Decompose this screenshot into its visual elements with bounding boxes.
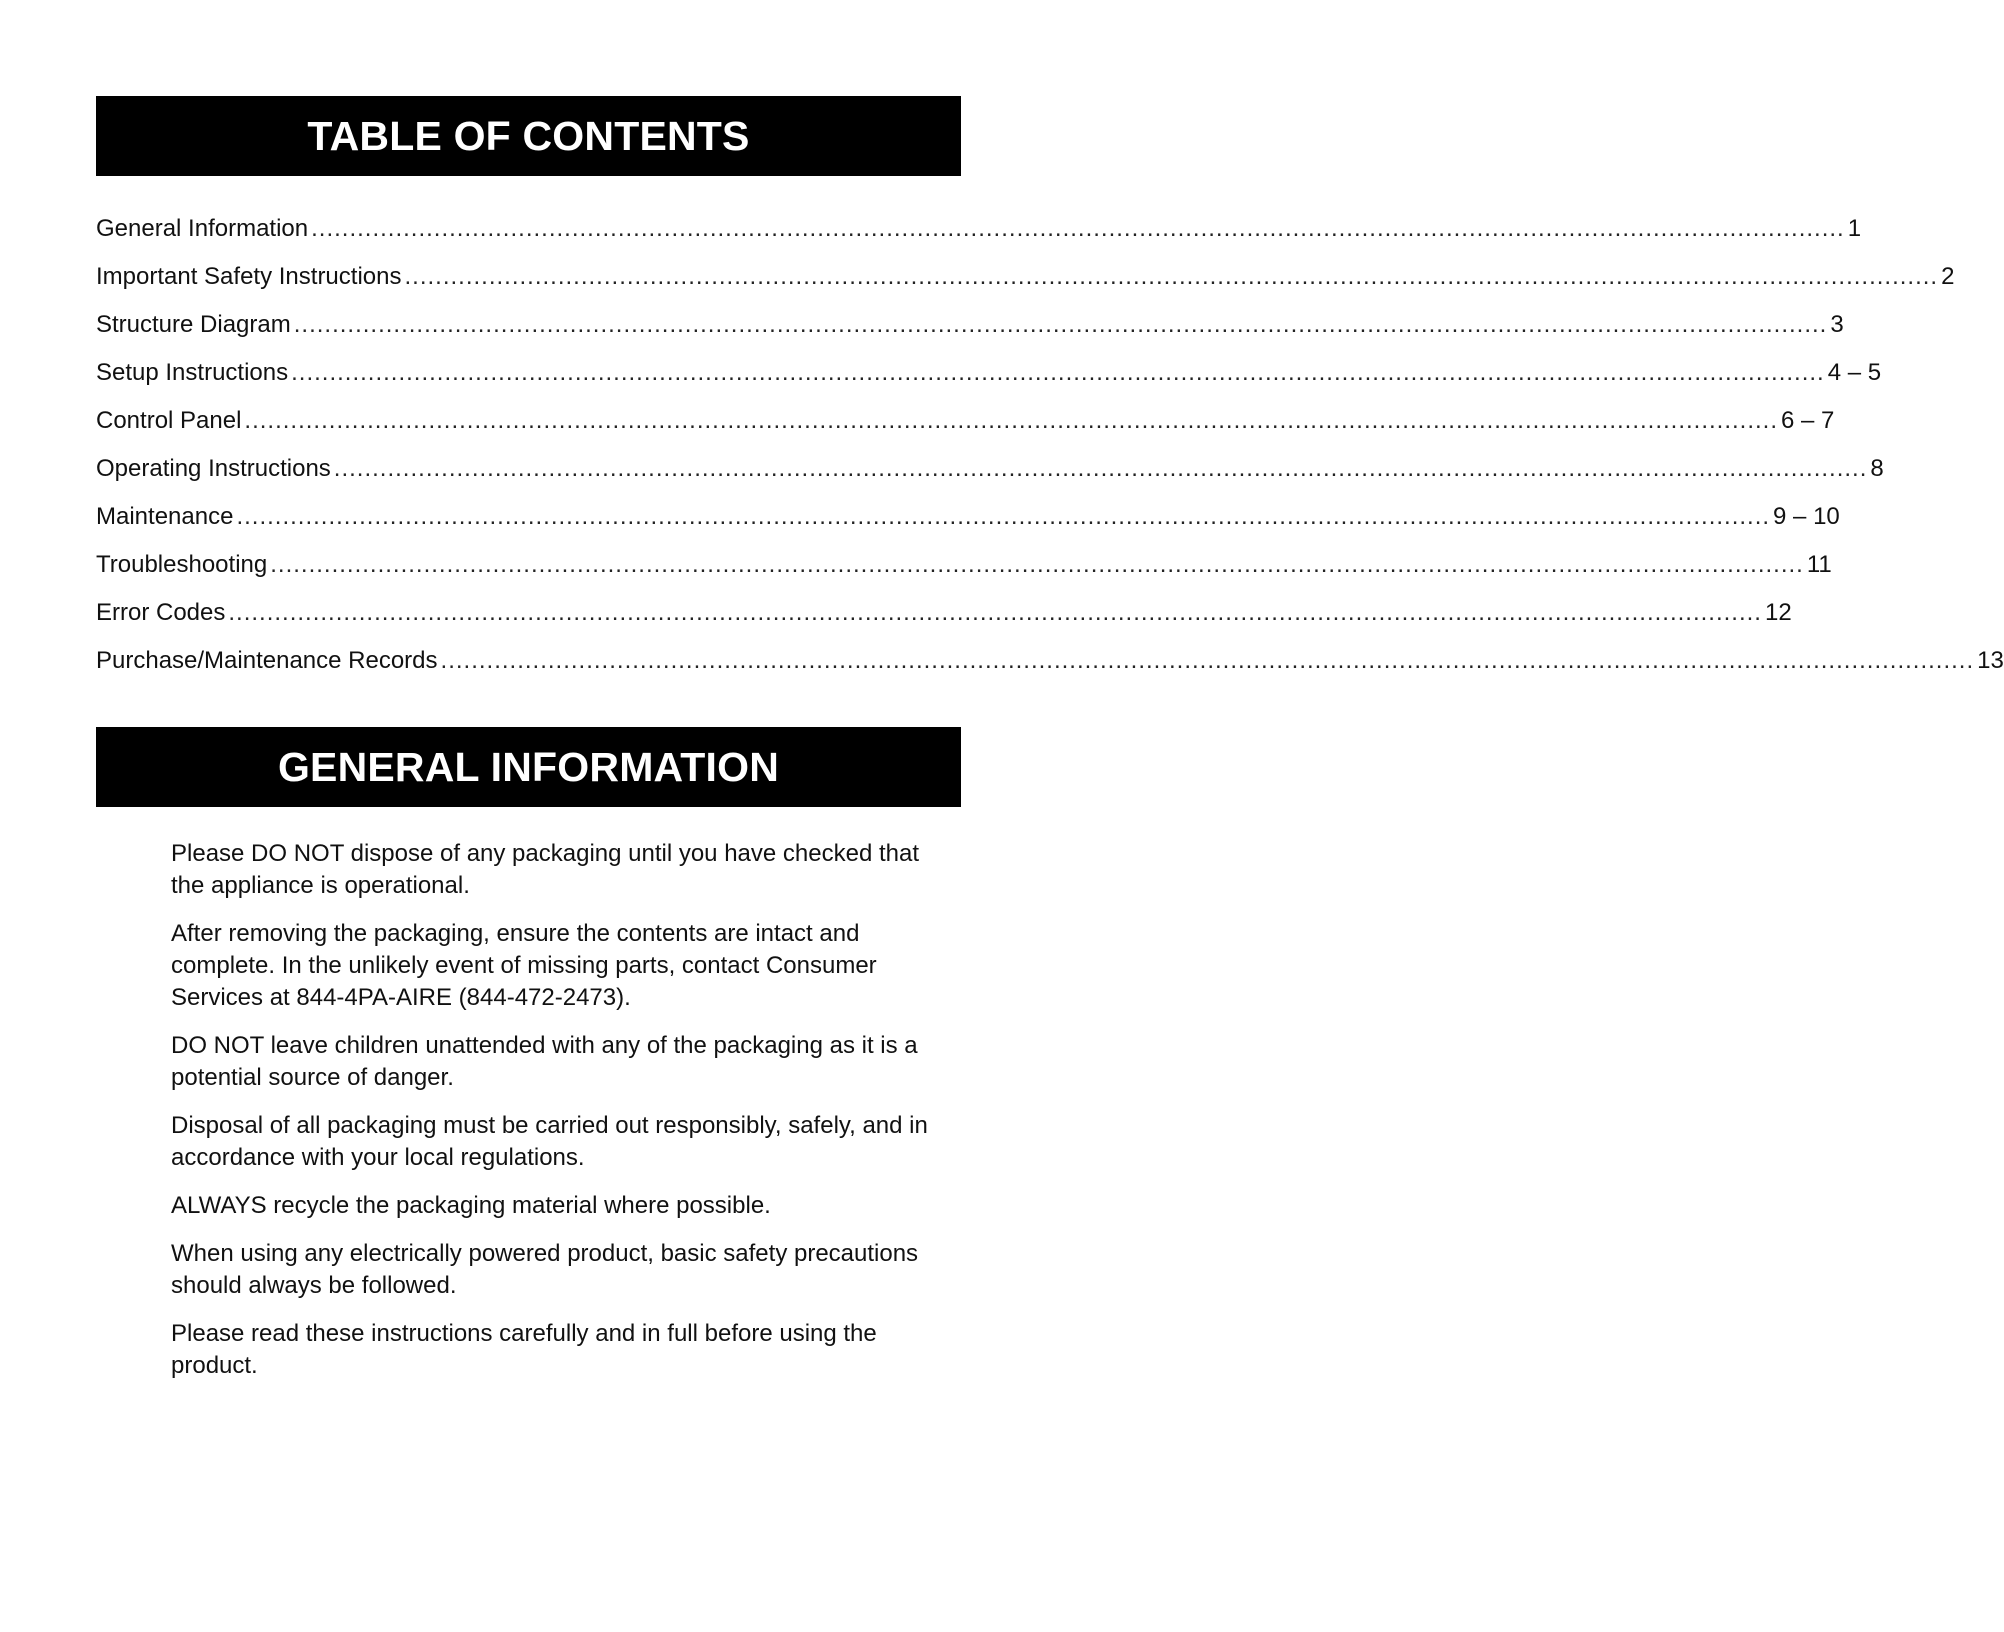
- toc-entry-title: General Information: [96, 215, 309, 242]
- dot-leader: ........................................................................................................................................................................................................: [291, 359, 1825, 386]
- toc-entry-operating-instructions[interactable]: [96, 445, 1884, 493]
- dot-leader: ........................................................................................................................................................................................................: [440, 647, 1975, 674]
- toc-entry-general-information[interactable]: [96, 205, 1862, 253]
- toc-entry-purchase-maintenance-records[interactable]: [96, 637, 2004, 685]
- general-information-body: [171, 838, 931, 1398]
- toc-entry-title: Important Safety Instructions: [96, 263, 402, 290]
- toc-entry-page: 8: [1870, 455, 1884, 482]
- dot-leader: ........................................................................................................................................................................................................: [311, 215, 1845, 242]
- paragraph: ALWAYS recycle the packaging material where possible.: [171, 1192, 771, 1219]
- toc-entry-page: 2: [1941, 263, 1955, 290]
- dot-leader: ........................................................................................................................................................................................................: [236, 503, 1771, 530]
- toc-entry-important-safety-instructions[interactable]: [96, 253, 1955, 301]
- dot-leader: ........................................................................................................................................................................................................: [333, 455, 1868, 482]
- toc-entry-title: Maintenance: [96, 503, 234, 530]
- paragraph: Please read these instructions carefully and in full before using the product.: [171, 1320, 877, 1379]
- toc-entry-title: Troubleshooting: [96, 551, 268, 578]
- paragraph: Disposal of all packaging must be carried out responsibly, safely, and in accordance with your local regulations.: [171, 1112, 928, 1171]
- toc-entry-troubleshooting[interactable]: [96, 541, 1832, 589]
- toc-entry-maintenance[interactable]: [96, 493, 1840, 541]
- dot-leader: ........................................................................................................................................................................................................: [404, 263, 1939, 290]
- paragraph: Please DO NOT dispose of any packaging until you have checked that the appliance is operational.: [171, 840, 919, 899]
- toc-entry-page: 4 – 5: [1827, 359, 1882, 386]
- toc-entry-page: 13: [1977, 647, 2004, 674]
- toc-entry-page: 11: [1806, 551, 1832, 578]
- toc-entry-title: Structure Diagram: [96, 311, 291, 338]
- general-information-header-bar: [96, 727, 961, 807]
- toc-entry-setup-instructions[interactable]: [96, 349, 1882, 397]
- toc-entry-title: Control Panel: [96, 407, 242, 434]
- toc-entry-page: 3: [1830, 311, 1844, 338]
- toc-entry-structure-diagram[interactable]: [96, 301, 1844, 349]
- toc-entry-title: Purchase/Maintenance Records: [96, 647, 438, 674]
- dot-leader: ........................................................................................................................................................................................................: [228, 599, 1762, 626]
- paragraph: DO NOT leave children unattended with any of the packaging as it is a potential source of danger.: [171, 1032, 918, 1091]
- toc-entry-title: Error Codes: [96, 599, 226, 626]
- dot-leader: ........................................................................................................................................................................................................: [293, 311, 1828, 338]
- paragraph: After removing the packaging, ensure the contents are intact and complete. In the unlikely event of missing parts, contact Consumer Services at 844-4PA-AIRE (844-472-2473).: [171, 920, 877, 1011]
- toc-header-bar: [96, 96, 961, 176]
- toc-entry-page: 12: [1764, 599, 1792, 626]
- toc-entry-title: Setup Instructions: [96, 359, 289, 386]
- toc-entry-page: 9 – 10: [1773, 503, 1840, 530]
- dot-leader: ........................................................................................................................................................................................................: [244, 407, 1779, 434]
- paragraph: When using any electrically powered product, basic safety precautions should always be followed.: [171, 1240, 919, 1299]
- toc-list: [96, 205, 2004, 685]
- toc-heading: TABLE OF CONTENTS: [307, 112, 750, 159]
- toc-entry-error-codes[interactable]: [96, 589, 1792, 637]
- toc-entry-page: 1: [1847, 215, 1862, 242]
- toc-entry-title: Operating Instructions: [96, 455, 331, 482]
- dot-leader: ........................................................................................................................................................................................................: [270, 551, 1804, 578]
- toc-entry-page: 6 – 7: [1781, 407, 1835, 434]
- general-information-heading: GENERAL INFORMATION: [277, 743, 780, 790]
- toc-entry-control-panel[interactable]: [96, 397, 1835, 445]
